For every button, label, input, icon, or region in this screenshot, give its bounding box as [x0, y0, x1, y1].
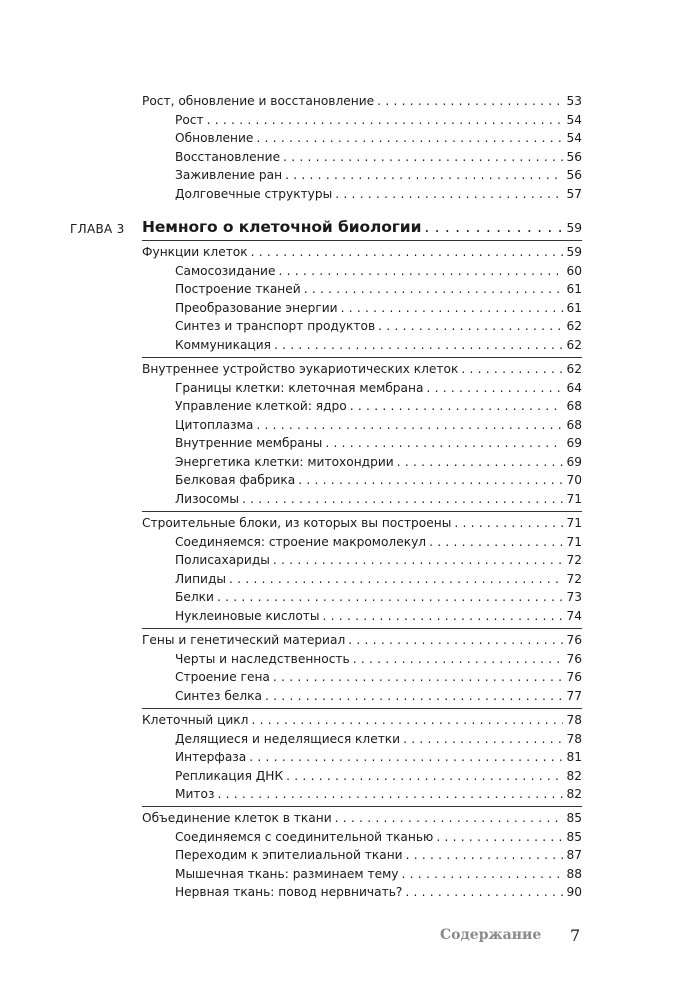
toc-subsection-title: Мышечная ткань: разминаем тему — [175, 866, 399, 881]
toc-subsection-title: Нервная ткань: повод нервничать? — [175, 885, 403, 899]
toc-subsection-title: Интерфаза — [175, 750, 247, 764]
toc-subsection[interactable] — [175, 589, 582, 605]
toc-page-number: 70 — [566, 473, 582, 487]
toc-page-number: 64 — [566, 380, 582, 395]
toc-subsection-title: Репликация ДНК — [175, 768, 284, 783]
toc-subsection-title: Заживление ран — [175, 168, 283, 182]
toc-page-number: 88 — [566, 866, 582, 881]
chapter-heading[interactable] — [142, 217, 582, 238]
toc-subsection[interactable] — [175, 884, 582, 900]
toc-page-number: 78 — [566, 713, 582, 727]
toc-subsection[interactable] — [175, 651, 582, 667]
running-footer-title: Содержание — [440, 927, 542, 943]
toc-subsection[interactable] — [175, 472, 582, 488]
toc-subsection[interactable] — [175, 768, 582, 784]
divider — [142, 628, 582, 629]
toc-page-number: 54 — [566, 112, 582, 127]
toc-page-number: 62 — [566, 319, 582, 333]
toc-subsection[interactable] — [175, 167, 582, 183]
toc-section-title: Гены и генетический материал — [142, 633, 346, 647]
toc-subsection-title: Внутренние мембраны — [175, 436, 323, 450]
toc-subsection-title: Полисахариды — [175, 553, 270, 567]
toc-page-number: 56 — [566, 168, 582, 182]
divider — [142, 357, 582, 358]
toc-page-number: 71 — [566, 516, 582, 530]
toc-page-number: 85 — [566, 811, 582, 825]
toc-subsection[interactable] — [175, 454, 582, 470]
toc-subsection[interactable] — [175, 552, 582, 568]
page-number: 7 — [570, 926, 581, 945]
toc-section[interactable] — [142, 244, 582, 260]
toc-subsection-title: Соединяемся с соединительной тканью — [175, 829, 434, 844]
toc-page-number: 54 — [566, 131, 582, 145]
toc-page-number: 69 — [566, 436, 582, 450]
toc-page-number: 53 — [566, 94, 582, 108]
toc-section[interactable] — [142, 93, 582, 109]
toc-subsection[interactable] — [175, 318, 582, 334]
toc-subsection[interactable] — [175, 130, 582, 146]
toc-subsection[interactable] — [175, 186, 582, 202]
toc-subsection[interactable] — [175, 417, 582, 433]
divider — [142, 240, 582, 241]
toc-subsection-title: Обновление — [175, 131, 254, 145]
toc-subsection[interactable] — [175, 398, 582, 414]
chapter-title: Немного о клеточной биологии — [142, 218, 422, 236]
toc-page-number: 68 — [566, 417, 582, 432]
toc-page-number: 85 — [566, 829, 582, 844]
toc-page-number: 74 — [566, 608, 582, 623]
toc-subsection-title: Построение тканей — [175, 282, 301, 296]
toc-page-number: 82 — [566, 787, 582, 801]
toc-subsection-title: Энергетика клетки: митохондрии — [175, 454, 394, 469]
toc-page-number: 61 — [566, 282, 582, 296]
toc-subsection[interactable] — [175, 731, 582, 747]
toc-page-number: 68 — [566, 399, 582, 413]
toc-subsection-title: Лизосомы — [175, 491, 239, 506]
toc-page-number: 59 — [566, 245, 582, 259]
toc-page-number: 60 — [566, 263, 582, 278]
toc-subsection-title: Границы клетки: клеточная мембрана — [175, 380, 424, 395]
toc-page-number: 76 — [566, 633, 582, 647]
toc-subsection[interactable] — [175, 847, 582, 863]
toc-section-title: Строительные блоки, из которых вы построены — [142, 516, 452, 530]
toc-page-number: 62 — [566, 337, 582, 352]
toc-subsection-title: Переходим к эпителиальной ткани — [175, 848, 403, 862]
toc-page-number: 71 — [566, 491, 582, 506]
divider — [142, 708, 582, 709]
toc-subsection-title: Белковая фабрика — [175, 473, 296, 487]
toc-page-number: 82 — [566, 768, 582, 783]
toc-page-number: 76 — [566, 670, 582, 684]
toc-subsection[interactable] — [175, 281, 582, 297]
toc-page-number: 78 — [566, 731, 582, 746]
toc-subsection-title: Черты и наследственность — [175, 651, 350, 666]
toc-subsection-title: Долговечные структуры — [175, 186, 333, 201]
toc-section[interactable] — [142, 810, 582, 826]
toc-subsection[interactable] — [175, 829, 582, 845]
toc-page-number: 56 — [566, 149, 582, 164]
toc-subsection-title: Липиды — [175, 571, 227, 586]
toc-section-title: Клеточный цикл — [142, 713, 249, 727]
toc-subsection[interactable] — [175, 263, 582, 279]
toc-subsection[interactable] — [175, 491, 582, 507]
toc-subsection[interactable] — [175, 435, 582, 451]
toc-subsection[interactable] — [175, 337, 582, 353]
toc-page-number: 69 — [566, 454, 582, 469]
toc-subsection-title: Восстановление — [175, 149, 281, 164]
divider — [142, 806, 582, 807]
toc-subsection-title: Коммуникация — [175, 337, 271, 352]
toc-subsection[interactable] — [175, 149, 582, 165]
toc-subsection[interactable] — [175, 688, 582, 704]
toc-section-title: Рост, обновление и восстановление — [142, 94, 375, 108]
toc-section[interactable] — [142, 632, 582, 648]
toc-subsection-title: Синтез белка — [175, 688, 262, 703]
toc-subsection[interactable] — [175, 866, 582, 882]
toc-subsection-title: Преобразование энергии — [175, 300, 338, 315]
toc-page-number: 90 — [566, 885, 582, 899]
toc-subsection-title: Синтез и транспорт продуктов — [175, 319, 376, 333]
toc-page-number: 77 — [566, 688, 582, 703]
toc-page-number: 57 — [566, 186, 582, 201]
toc-page-number: 76 — [566, 651, 582, 666]
toc-page-number: 72 — [566, 553, 582, 567]
toc-subsection-title: Соединяемся: строение макромолекул — [175, 534, 427, 549]
toc-subsection[interactable] — [175, 786, 582, 802]
toc-subsection[interactable] — [175, 749, 582, 765]
toc-page-number: 59 — [566, 221, 582, 235]
toc-subsection[interactable] — [175, 380, 582, 396]
toc-subsection[interactable] — [175, 534, 582, 550]
toc-page-number: 72 — [566, 571, 582, 586]
toc-subsection-title: Нуклеиновые кислоты — [175, 608, 320, 623]
toc-section-title: Функции клеток — [142, 245, 248, 259]
divider — [142, 511, 582, 512]
toc-subsection[interactable] — [175, 608, 582, 624]
toc-page-number: 81 — [566, 750, 582, 764]
toc-section[interactable] — [142, 515, 582, 531]
toc-subsection[interactable] — [175, 112, 582, 128]
toc-subsection-title: Белки — [175, 590, 214, 604]
toc-subsection-title: Рост — [175, 112, 204, 127]
toc-section-title: Внутреннее устройство эукариотических клеток — [142, 362, 459, 376]
toc-page-number: 62 — [566, 362, 582, 376]
toc-subsection-title: Митоз — [175, 787, 215, 801]
toc-subsection[interactable] — [175, 300, 582, 316]
toc-subsection-title: Делящиеся и неделящиеся клетки — [175, 731, 401, 746]
toc-subsection-title: Строение гена — [175, 670, 270, 684]
toc-section-title: Объединение клеток в ткани — [142, 811, 332, 825]
toc-subsection[interactable] — [175, 669, 582, 685]
toc-subsection-title: Самосозидание — [175, 263, 276, 278]
toc-page-number: 87 — [566, 848, 582, 862]
toc-section[interactable] — [142, 712, 582, 728]
toc-page-number: 71 — [566, 534, 582, 549]
toc-subsection-title: Цитоплазма — [175, 417, 254, 432]
toc-page-number: 61 — [566, 300, 582, 315]
toc-subsection[interactable] — [175, 571, 582, 587]
toc-subsection-title: Управление клеткой: ядро — [175, 399, 347, 413]
chapter-label: ГЛАВА 3 — [70, 222, 125, 236]
toc-section[interactable] — [142, 361, 582, 377]
toc-page-number: 73 — [566, 590, 582, 604]
